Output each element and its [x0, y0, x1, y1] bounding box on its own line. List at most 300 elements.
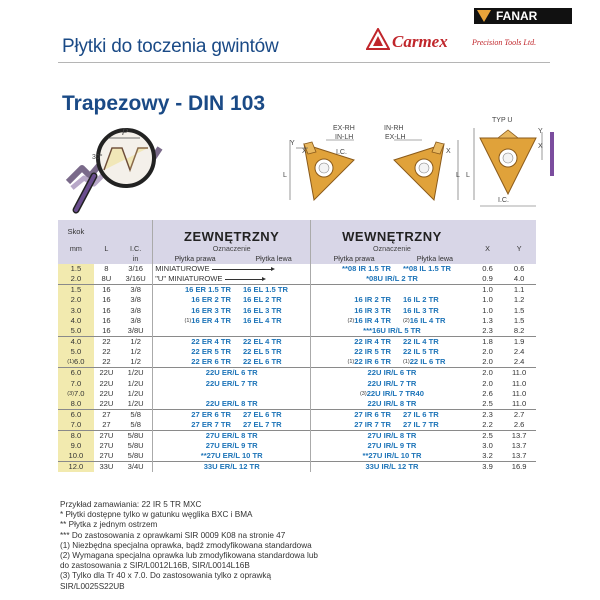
- cell-l-text: 22: [102, 357, 111, 367]
- cell-l: [94, 451, 119, 462]
- cell-external-left: [237, 316, 311, 326]
- cell-internal-right-text: 16 IR 3 TR: [354, 305, 391, 315]
- cell-l-text: 27: [102, 410, 111, 420]
- cell-x-text: 1.8: [482, 337, 493, 347]
- carmex-logo-text: Carmex: [392, 32, 448, 51]
- cell-y: [502, 462, 536, 473]
- cell-skok: [58, 295, 94, 305]
- cell-x: [473, 420, 502, 431]
- cell-internal-left: [397, 306, 473, 316]
- cell-skok: [58, 431, 94, 442]
- cell-x-text: 1.0: [482, 285, 493, 295]
- pitch-label: P: [122, 127, 129, 137]
- cell-internal-left-text: 16 IL 3 TR: [402, 305, 439, 315]
- cell-l: [94, 410, 119, 421]
- cell-ic-text: 1/2U: [127, 388, 144, 398]
- cell-internal-right-text: 27 IR 6 TR: [354, 410, 391, 420]
- cell-external-left-text: 22 EL 4 TR: [242, 337, 282, 347]
- cell-x-text: 2.2: [482, 420, 493, 430]
- cell-skok-text: 6.0: [73, 357, 85, 367]
- footnote-marker: (1): [184, 318, 192, 325]
- cell-external-code: [153, 441, 311, 451]
- header-external-oznaczenie: Oznaczenie: [153, 244, 311, 254]
- cell-x-text: 2.6: [482, 388, 493, 398]
- cell-l-text: 16: [102, 285, 111, 295]
- cell-l: [94, 357, 119, 368]
- cell-l: [94, 399, 119, 410]
- cell-external-right: [153, 316, 237, 326]
- cell-ic: [119, 295, 153, 305]
- table-row: [58, 420, 536, 431]
- insert-ex-rh-diagram: [284, 130, 364, 210]
- cell-y-text: 8.2: [513, 326, 525, 336]
- cell-l-text: 16: [102, 295, 111, 305]
- thread-insert-table: [58, 220, 536, 472]
- cell-l: [94, 431, 119, 442]
- cell-y: [502, 451, 536, 462]
- cell-l-text: 16: [102, 305, 111, 315]
- header-external: ZEWNĘTRZNY: [153, 220, 311, 244]
- cell-internal-code-text: *08U IR/L 2 TR: [366, 274, 418, 284]
- cell-y-text: 11.0: [512, 368, 527, 378]
- cell-l: [94, 285, 119, 296]
- cell-external-right-text: 16 ER 1.5 TR: [184, 285, 231, 295]
- cell-skok-text: 8.0: [70, 431, 82, 441]
- fanar-logo: [474, 8, 572, 24]
- cell-x: [473, 295, 502, 305]
- cell-external-left: [237, 420, 311, 431]
- cell-ic-text: 3/8: [130, 305, 141, 315]
- cell-ic: [119, 441, 153, 451]
- cell-x: [473, 337, 502, 348]
- cell-external-code-text: 27U ER/L 8 TR: [205, 431, 258, 441]
- cell-x: [473, 285, 502, 296]
- cell-ic: [119, 389, 153, 399]
- cell-internal-code-text: 22U IR/L 6 TR: [367, 368, 417, 378]
- arrow-right-icon: [225, 279, 263, 280]
- table-row: [58, 462, 536, 473]
- table-row: [58, 357, 536, 368]
- cell-external-right-text: 16 ER 3 TR: [191, 305, 231, 315]
- cell-internal-right-text: 22 IR 4 TR: [354, 337, 391, 347]
- cell-internal-left: [397, 420, 473, 431]
- cell-l-text: 8U: [101, 274, 112, 284]
- table-row: [58, 326, 536, 337]
- cell-internal-right: [311, 316, 397, 326]
- table-row: [58, 264, 536, 274]
- cell-y: [502, 274, 536, 285]
- cell-ic: [119, 264, 153, 274]
- cell-internal-left: [397, 337, 473, 348]
- cell-skok-text: 5.0: [70, 347, 82, 357]
- cell-external-left-text: 16 EL 1.5 TR: [242, 285, 288, 295]
- cell-x-text: 2.3: [482, 326, 493, 336]
- cell-x-text: 2.3: [482, 410, 493, 420]
- cell-l: [94, 378, 119, 388]
- cell-x: [473, 410, 502, 421]
- footnote-line: *** Do zastosowania z oprawkami SIR 0009 K08 na stronie 47: [60, 530, 286, 540]
- footnote-line: * Płytki dostępne tylko w gatunku węglika BXC i BMA: [60, 510, 253, 520]
- y-label-left: Y: [290, 140, 295, 147]
- cell-skok: [58, 316, 94, 326]
- cell-x-text: 2.0: [482, 368, 493, 378]
- cell-y-text: 13.7: [511, 431, 527, 441]
- cell-external-left-text: 22 EL 6 TR: [242, 357, 282, 367]
- cell-external-code: [153, 368, 311, 379]
- cell-internal-right-text: 16 IR 2 TR: [354, 295, 391, 305]
- footnote-marker: (1): [347, 359, 355, 366]
- cell-ic-text: 5/8U: [127, 441, 144, 451]
- in-lh-label: IN-LH: [335, 134, 354, 141]
- cell-y: [502, 420, 536, 431]
- cell-ic-text: 5/8U: [127, 451, 144, 461]
- cell-external-note: [153, 264, 311, 274]
- cell-x-text: 2.0: [482, 347, 493, 357]
- cell-external-empty: [153, 326, 311, 337]
- footnote-marker: (2): [347, 318, 355, 325]
- cell-x-text: 1.0: [482, 295, 493, 305]
- cell-internal-left-text: 27 IL 7 TR: [402, 420, 439, 430]
- cell-skok: [58, 285, 94, 296]
- cell-x-text: 3.2: [482, 451, 493, 461]
- cell-ic-text: 3/8: [130, 285, 141, 295]
- cell-y-text: 1.9: [513, 337, 525, 347]
- cell-l: [94, 441, 119, 451]
- cell-internal-code-text: 22U IR/L 7 TR: [367, 378, 417, 388]
- cell-ic-text: 3/8: [130, 295, 141, 305]
- cell-skok: [58, 441, 94, 451]
- cell-internal-code-text: ***16U IR/L 5 TR: [363, 326, 421, 336]
- cell-internal-left-text: 22 IL 5 TR: [402, 347, 439, 357]
- cell-l: [94, 337, 119, 348]
- cell-x: [473, 368, 502, 379]
- cell-internal-right: [311, 264, 397, 274]
- cell-x-text: 2.0: [482, 357, 493, 367]
- cell-internal-code: [311, 378, 473, 388]
- cell-y-text: 4.0: [513, 274, 525, 284]
- table-row: [58, 431, 536, 442]
- cell-ic-text: 5/8U: [127, 431, 144, 441]
- cell-l: [94, 420, 119, 431]
- footnote-marker: (1): [402, 359, 410, 366]
- cell-skok: [58, 389, 94, 399]
- cell-external-code-text: 33U ER/L 12 TR: [203, 462, 260, 472]
- cell-external-left-text: 16 EL 2 TR: [242, 295, 282, 305]
- cell-l: [94, 389, 119, 399]
- cell-y: [502, 357, 536, 368]
- page-edge-tab: [550, 132, 554, 176]
- cell-internal-code-text: 27U IR/L 9 TR: [367, 441, 417, 451]
- cell-skok-text: 2.0: [70, 295, 82, 305]
- table-row: [58, 295, 536, 305]
- ex-rh-label: EX-RH: [333, 125, 355, 132]
- cell-y-text: 2.4: [513, 347, 525, 357]
- cell-l-text: 27U: [99, 431, 114, 441]
- footnote-line: (1) Niezbędna specjalna oprawka, bądź zmodyfikowana standardowa: [60, 540, 312, 550]
- cell-internal-code: [311, 274, 473, 285]
- cell-x-text: 3.9: [482, 462, 493, 472]
- cell-skok-text: 5.0: [70, 326, 82, 336]
- cell-y: [502, 368, 536, 379]
- cell-x: [473, 306, 502, 316]
- cell-external-right: [153, 347, 237, 357]
- cell-l-text: 27U: [99, 441, 114, 451]
- cell-external-left-text: 16 EL 4 TR: [242, 316, 282, 326]
- cell-external-left: [237, 337, 311, 348]
- cell-l-text: 16: [102, 326, 111, 336]
- cell-y: [502, 399, 536, 410]
- footnotes: [60, 500, 540, 592]
- cell-skok: [58, 357, 94, 368]
- cell-internal-right: [311, 295, 397, 305]
- cell-skok-text: 7.0: [73, 388, 85, 398]
- header-ext-lewa: Płytka lewa: [237, 254, 311, 264]
- footnote-line: (3) Tylko dla Tr 40 x 7.0. Do zastosowania tylko z oprawką: [60, 571, 271, 581]
- cell-x-text: 2.5: [482, 431, 493, 441]
- cell-ic-text: 1/2U: [127, 399, 144, 409]
- cell-y-text: 2.4: [513, 357, 525, 367]
- table-row: [58, 337, 536, 348]
- table-row: [58, 389, 536, 399]
- cell-x: [473, 326, 502, 337]
- table-row: [58, 399, 536, 410]
- footnote-marker: (2): [402, 318, 410, 325]
- cell-l: [94, 295, 119, 305]
- table-row: [58, 410, 536, 421]
- cell-l: [94, 274, 119, 285]
- header-skok: Skok: [58, 220, 94, 244]
- cell-internal-code: [311, 368, 473, 379]
- cell-external-right-text: 27 ER 6 TR: [191, 410, 231, 420]
- cell-external-right-text: 22 ER 4 TR: [191, 337, 231, 347]
- cell-external-left-text: 27 EL 7 TR: [242, 420, 282, 430]
- cell-x: [473, 357, 502, 368]
- cell-internal-left-text: 22 IL 4 TR: [402, 337, 439, 347]
- l-label-typ-u: L: [466, 172, 470, 179]
- cell-x-text: 0.6: [482, 264, 493, 274]
- cell-internal-left-text: 16 IL 4 TR: [409, 316, 446, 326]
- cell-external-left: [237, 347, 311, 357]
- cell-external-right-text: 16 ER 2 TR: [191, 295, 231, 305]
- cell-skok: [58, 451, 94, 462]
- cell-ic-text: 3/8U: [127, 326, 144, 336]
- cell-ic: [119, 337, 153, 348]
- cell-external-right: [153, 306, 237, 316]
- cell-internal-code: [311, 399, 473, 410]
- cell-internal-right-text: 22 IR 6 TR: [354, 357, 391, 367]
- cell-ic-text: 1/2U: [127, 378, 144, 388]
- cell-ic-text: 5/8: [130, 420, 141, 430]
- cell-skok: [58, 337, 94, 348]
- cell-skok: [58, 378, 94, 388]
- cell-internal-right: [311, 306, 397, 316]
- cell-ic-text: 3/16: [128, 264, 144, 274]
- cell-x-text: 2.0: [482, 378, 493, 388]
- cell-skok: [58, 347, 94, 357]
- cell-y: [502, 337, 536, 348]
- footnote-line: SIR/L0025S22UB: [60, 581, 125, 591]
- cell-ic: [119, 326, 153, 337]
- header-ic: I.C.: [119, 244, 153, 254]
- cell-ic: [119, 462, 153, 473]
- table-row: [58, 285, 536, 296]
- cell-skok-text: 7.0: [70, 378, 82, 388]
- footnote-line: (2) Wymagana specjalna oprawka lub zmodyfikowana standardowa lub: [60, 551, 318, 561]
- cell-internal-right: [311, 347, 397, 357]
- header-in: in: [119, 254, 153, 264]
- cell-skok: [58, 306, 94, 316]
- cell-y: [502, 306, 536, 316]
- cell-external-left: [237, 306, 311, 316]
- cell-x: [473, 264, 502, 274]
- cell-skok-text: 4.0: [70, 337, 82, 347]
- x-label-typ-u: X: [538, 143, 543, 150]
- cell-internal-right-text: 22 IR 5 TR: [354, 347, 391, 357]
- cell-l: [94, 306, 119, 316]
- footnote-marker: (3): [359, 390, 367, 397]
- cell-external-note-text: "U" MINIATUROWE: [155, 274, 223, 284]
- table-row: [58, 316, 536, 326]
- cell-l: [94, 264, 119, 274]
- cell-y-text: 13.7: [511, 441, 527, 451]
- cell-x: [473, 431, 502, 442]
- cell-x-text: 1.3: [482, 316, 493, 326]
- header-divider: [58, 62, 550, 63]
- arrow-right-icon: [212, 269, 272, 270]
- cell-external-left-text: 27 EL 6 TR: [242, 410, 282, 420]
- table-row: [58, 274, 536, 285]
- header-y: Y: [502, 244, 536, 254]
- cell-external-code: [153, 451, 311, 462]
- cell-x-text: 3.0: [482, 441, 493, 451]
- table-row: [58, 441, 536, 451]
- cell-l: [94, 326, 119, 337]
- cell-internal-right: [311, 337, 397, 348]
- cell-external-right-text: 22 ER 5 TR: [191, 347, 231, 357]
- cell-skok: [58, 368, 94, 379]
- cell-internal-right-text: 16 IR 4 TR: [354, 316, 391, 326]
- cell-y: [502, 389, 536, 399]
- cell-y-text: 1.1: [513, 285, 525, 295]
- footnote-line: Przykład zamawiania: 22 IR 5 TR MXC: [60, 500, 202, 509]
- cell-external-note-text: MINIATUROWE: [155, 264, 210, 274]
- fanar-v-icon: [477, 10, 491, 22]
- cell-y-text: 2.7: [513, 410, 525, 420]
- cell-skok: [58, 274, 94, 285]
- header-l: L: [94, 244, 119, 254]
- cell-skok: [58, 399, 94, 410]
- typ-u-label: TYP U: [492, 117, 513, 124]
- cell-ic: [119, 316, 153, 326]
- cell-ic-text: 1/2U: [127, 368, 144, 378]
- cell-l-text: 22U: [99, 378, 114, 388]
- cell-y: [502, 316, 536, 326]
- cell-external-code-text: 22U ER/L 8 TR: [205, 399, 258, 409]
- cell-ic-text: 1/2: [130, 347, 141, 357]
- cell-l-text: 22: [102, 347, 111, 357]
- angle-label: 30°: [92, 154, 103, 161]
- page-title: Płytki do toczenia gwintów: [62, 36, 279, 57]
- cell-internal-left: [397, 295, 473, 305]
- cell-skok-text: 2.0: [70, 274, 82, 284]
- table-row: [58, 306, 536, 316]
- fanar-brand-text: FANAR: [496, 9, 538, 23]
- cell-external-code-text: 22U ER/L 6 TR: [205, 368, 258, 378]
- cell-y-text: 11.0: [512, 399, 527, 409]
- cell-internal-left-text: **08 IL 1.5 TR: [402, 264, 451, 274]
- table-row: [58, 368, 536, 379]
- cell-skok: [58, 264, 94, 274]
- cell-external-code: [153, 431, 311, 442]
- cell-skok: [58, 326, 94, 337]
- cell-l-text: 22U: [99, 399, 114, 409]
- cell-ic-text: 3/8: [130, 316, 141, 326]
- cell-external-right: [153, 295, 237, 305]
- cell-l-text: 22U: [99, 368, 114, 378]
- l-label-left: L: [283, 172, 287, 179]
- cell-skok-text: 6.0: [70, 410, 82, 420]
- cell-external-empty: [153, 389, 311, 399]
- table-row: [58, 347, 536, 357]
- y-label-typ-u: Y: [538, 128, 543, 135]
- cell-internal-left-text: 22 IL 6 TR: [409, 357, 446, 367]
- cell-y-text: 16.9: [511, 462, 527, 472]
- cell-ic: [119, 431, 153, 442]
- cell-x-text: 0.9: [482, 274, 493, 284]
- cell-external-right-text: 22 ER 6 TR: [191, 357, 231, 367]
- l-label-right: L: [456, 172, 460, 179]
- cell-external-note: [153, 274, 311, 285]
- cell-internal-code: [311, 441, 473, 451]
- cell-internal-code: [311, 431, 473, 442]
- cell-y: [502, 285, 536, 296]
- cell-ic: [119, 306, 153, 316]
- cell-l-text: 16: [102, 316, 111, 326]
- cell-internal-right-text: 27 IR 7 TR: [354, 420, 391, 430]
- header-x: X: [473, 244, 502, 254]
- cell-internal-right: [311, 410, 397, 421]
- cell-l-text: 8: [104, 264, 109, 274]
- cell-y: [502, 295, 536, 305]
- cell-internal-code: [311, 326, 473, 337]
- ic-label-typ-u: I.C.: [498, 197, 509, 204]
- cell-ic: [119, 420, 153, 431]
- cell-ic: [119, 368, 153, 379]
- cell-skok-text: 6.0: [70, 368, 82, 378]
- ex-lh-label: EX-LH: [385, 134, 406, 141]
- header-internal: WEWNĘTRZNY: [311, 220, 473, 244]
- cell-ic-text: 3/16U: [125, 274, 146, 284]
- cell-internal-left: [397, 316, 473, 326]
- cell-skok: [58, 410, 94, 421]
- cell-internal-right: [311, 357, 397, 368]
- header-int-lewa: Płytka lewa: [397, 254, 473, 264]
- cell-ic: [119, 378, 153, 388]
- cell-internal-code-text: 22U IR/L 7 TR40: [366, 388, 424, 398]
- cell-y-text: 11.0: [512, 378, 527, 388]
- x-label-left: X: [302, 148, 307, 155]
- cell-external-left-text: 22 EL 5 TR: [242, 347, 282, 357]
- cell-ic-text: 3/4U: [127, 462, 144, 472]
- cell-external-right: [153, 285, 237, 296]
- cell-y: [502, 378, 536, 388]
- cell-ic: [119, 285, 153, 296]
- cell-ic-text: 1/2: [130, 337, 141, 347]
- cell-x: [473, 274, 502, 285]
- table-row: [58, 451, 536, 462]
- insert-in-rh-diagram: [384, 130, 464, 210]
- cell-external-code-text: **27U ER/L 10 TR: [200, 451, 263, 461]
